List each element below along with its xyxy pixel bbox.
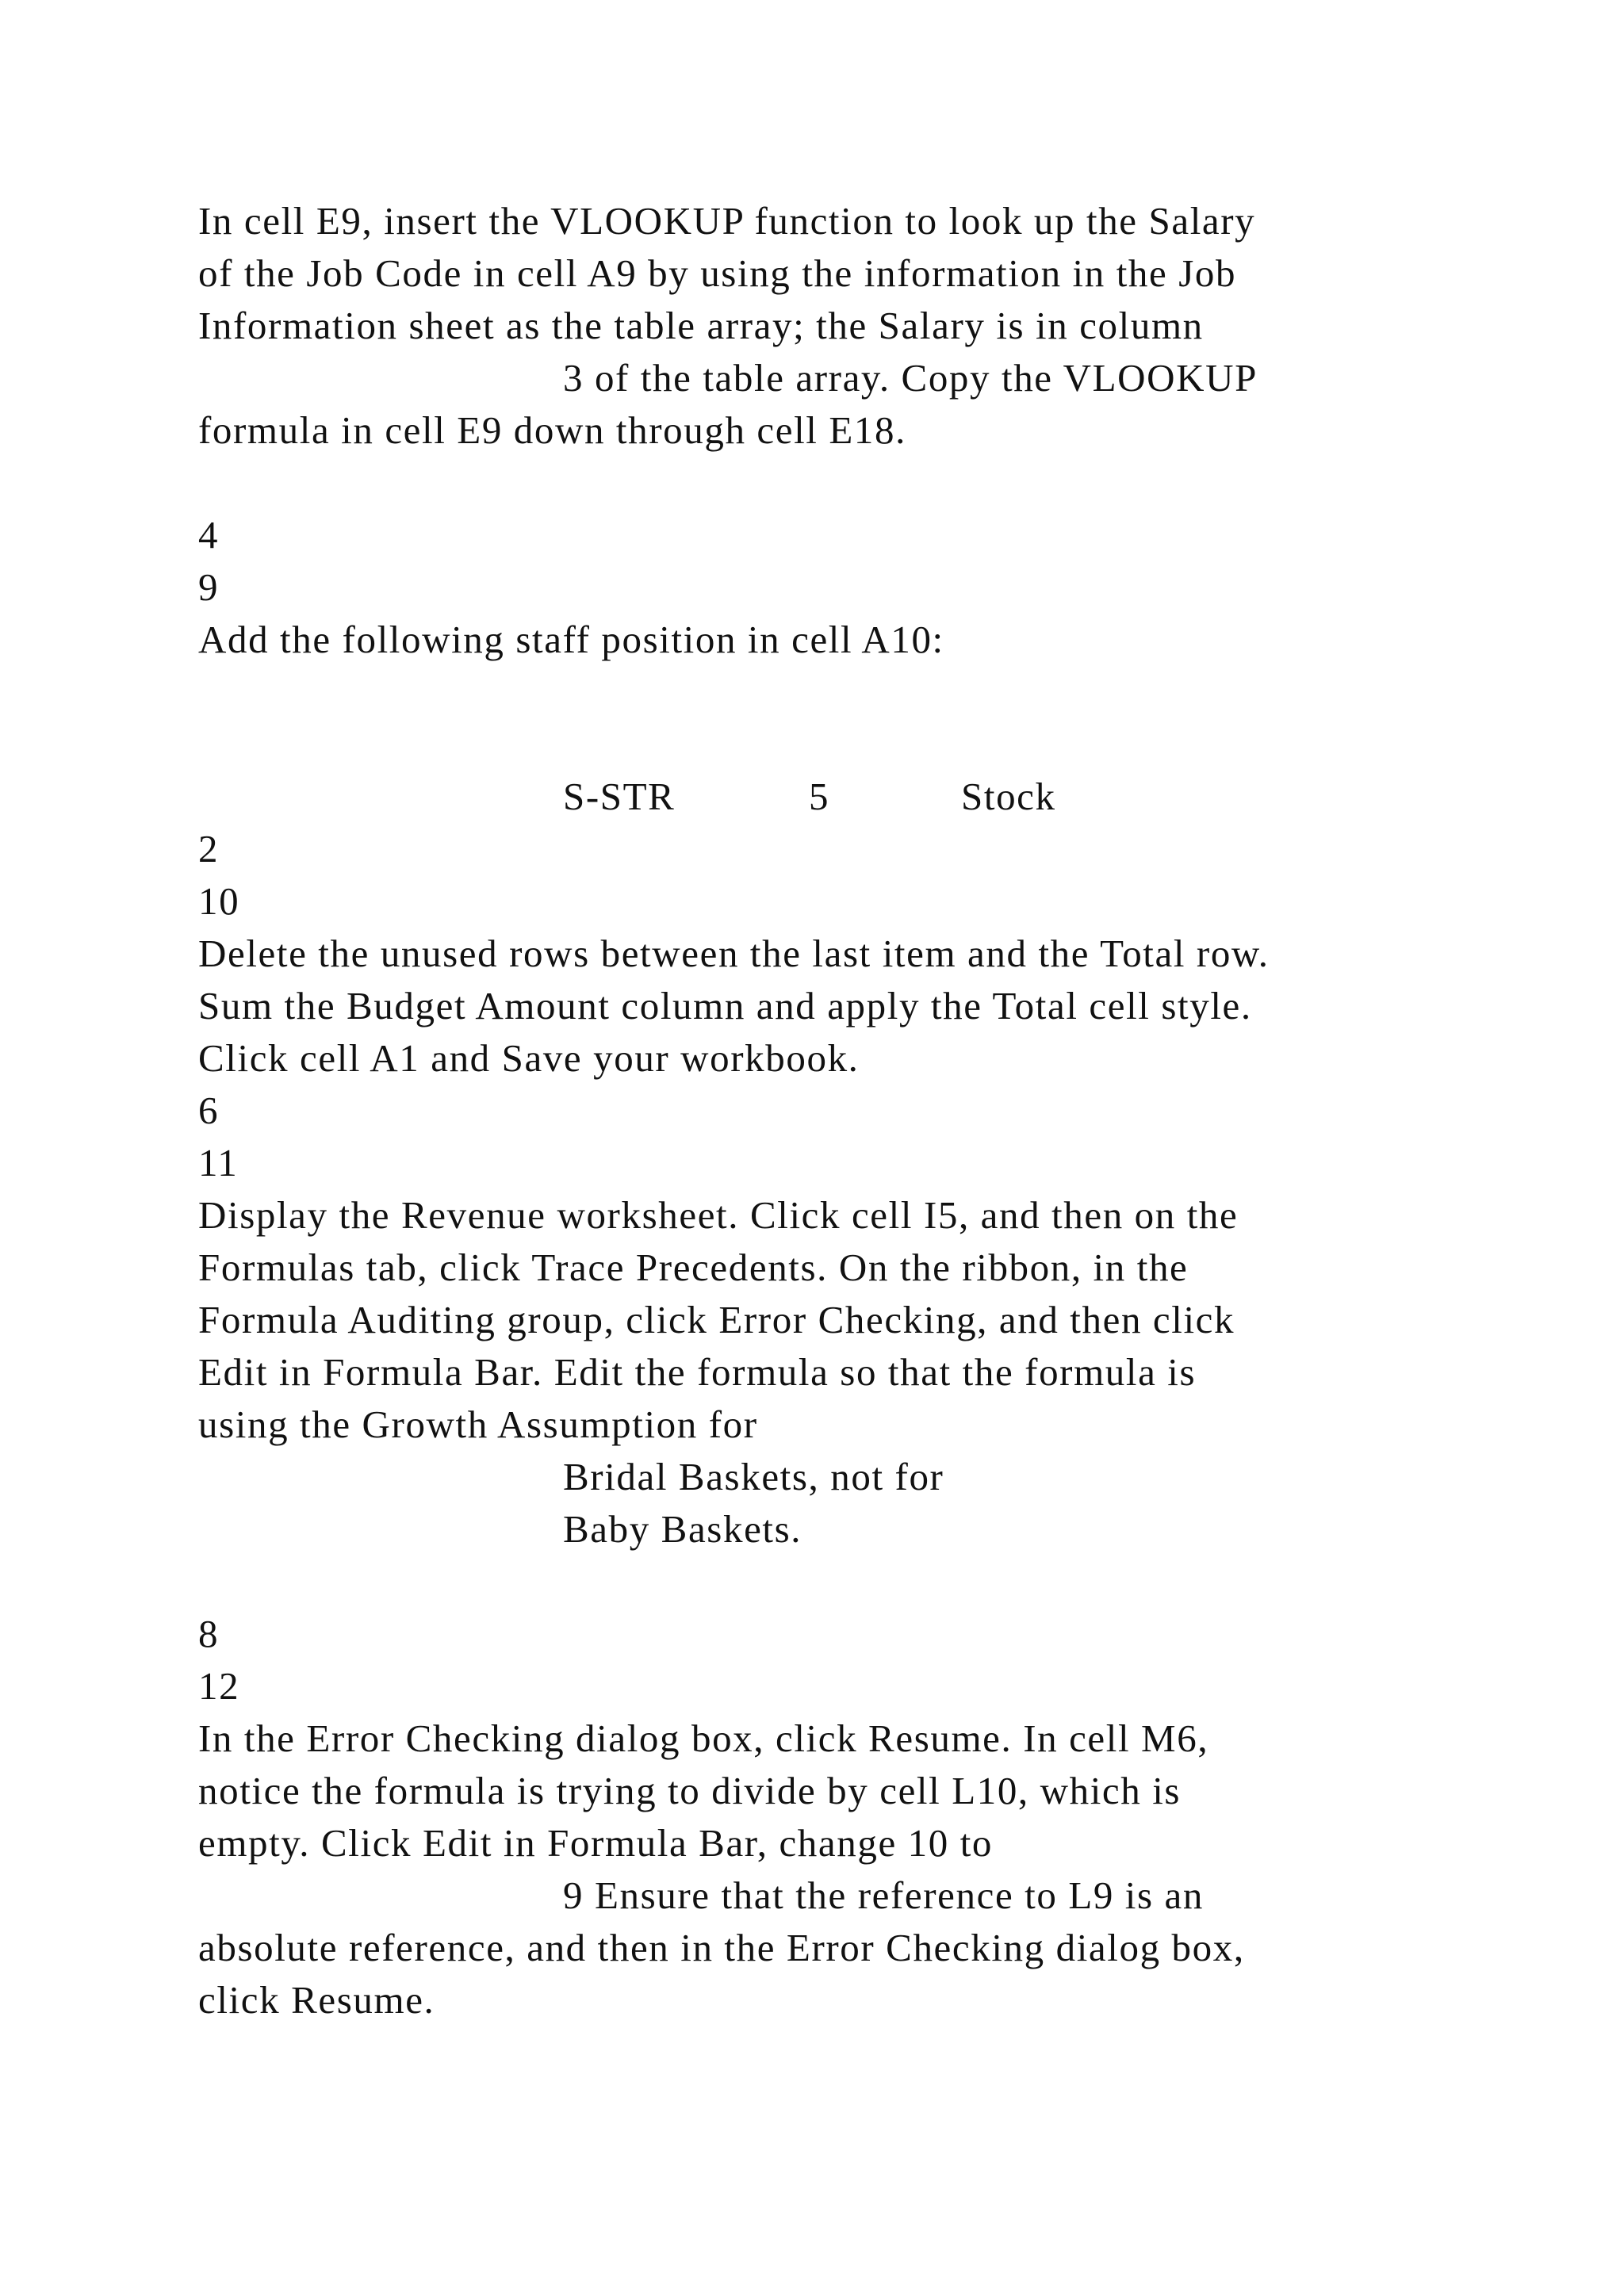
- step-9: [198, 509, 1546, 823]
- step-number: 11: [198, 1141, 239, 1184]
- spacer: [198, 1556, 1546, 1608]
- step-points: 2: [198, 827, 220, 871]
- text-line: Add the following staff position in cell A10:: [198, 618, 944, 661]
- step-11: [198, 1085, 1546, 1556]
- job-code-value: S-STR: [563, 775, 676, 818]
- text-line: Edit in Formula Bar. Edit the formula so that the formula is: [198, 1350, 1197, 1394]
- staff-position-row: [198, 771, 1546, 823]
- text-line: Bridal Baskets, not for: [563, 1455, 944, 1498]
- level-value: 5: [809, 775, 830, 818]
- text-line: click Resume.: [198, 1978, 435, 2022]
- step-points: 6: [198, 1089, 220, 1132]
- text-line: formula in cell E9 down through cell E18.: [198, 408, 906, 452]
- text-line: Click cell A1 and Save your workbook.: [198, 1036, 860, 1080]
- text-line: 9 Ensure that the reference to L9 is an: [563, 1873, 1204, 1917]
- step-number: 12: [198, 1664, 240, 1708]
- step-10: [198, 823, 1546, 1085]
- text-line: of the Job Code in cell A9 by using the information in the Job: [198, 251, 1237, 295]
- step-number: 10: [198, 879, 240, 923]
- text-line: using the Growth Assumption for: [198, 1402, 758, 1446]
- text-line: Formulas tab, click Trace Precedents. On the ribbon, in the: [198, 1246, 1189, 1289]
- text-line: notice the formula is trying to divide by cell L10, which is: [198, 1769, 1182, 1812]
- step-number: 9: [198, 565, 220, 609]
- step-8-instruction: [198, 195, 1546, 457]
- text-line: Display the Revenue worksheet. Click cell I5, and then on the: [198, 1193, 1239, 1237]
- position-value: Stock: [961, 775, 1056, 818]
- text-line: Formula Auditing group, click Error Checking, and then click: [198, 1298, 1235, 1341]
- text-line: 3 of the table array. Copy the VLOOKUP: [563, 356, 1258, 400]
- text-line: absolute reference, and then in the Error Checking dialog box,: [198, 1926, 1245, 1969]
- spacer: [198, 457, 1546, 509]
- text-line: Delete the unused rows between the last item and the Total row.: [198, 932, 1270, 975]
- document-body: [198, 195, 1546, 2026]
- text-line: In cell E9, insert the VLOOKUP function to look up the Salary: [198, 199, 1256, 243]
- text-line: empty. Click Edit in Formula Bar, change 10 to: [198, 1821, 994, 1865]
- text-line: Baby Baskets.: [563, 1507, 802, 1551]
- step-points: 8: [198, 1612, 220, 1655]
- step-12: [198, 1608, 1546, 2026]
- spacer: [198, 666, 1546, 771]
- text-line: Sum the Budget Amount column and apply the Total cell style.: [198, 984, 1252, 1027]
- text-line: Information sheet as the table array; the Salary is in column: [198, 304, 1204, 347]
- step-points: 4: [198, 513, 220, 557]
- text-line: In the Error Checking dialog box, click Resume. In cell M6,: [198, 1716, 1209, 1760]
